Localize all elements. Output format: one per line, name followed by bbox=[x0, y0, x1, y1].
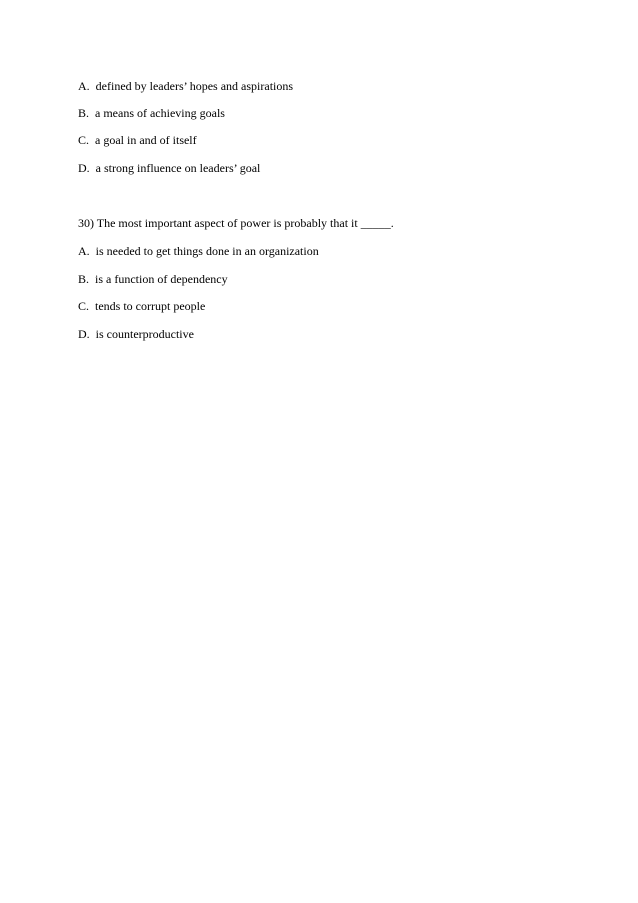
question-30-text: 30) The most important aspect of power is probably that it _____. bbox=[78, 216, 394, 230]
q30-option-a: A. is needed to get things done in an organization bbox=[78, 244, 319, 258]
q30-option-d: D. is counterproductive bbox=[78, 327, 194, 341]
prev-option-d: D. a strong influence on leaders’ goal bbox=[78, 161, 261, 175]
prev-option-c: C. a goal in and of itself bbox=[78, 133, 197, 147]
prev-option-b: B. a means of achieving goals bbox=[78, 106, 225, 120]
prev-option-a: A. defined by leaders’ hopes and aspirations bbox=[78, 79, 294, 93]
q30-option-c: C. tends to corrupt people bbox=[78, 299, 206, 313]
q30-option-b: B. is a function of dependency bbox=[78, 272, 228, 286]
